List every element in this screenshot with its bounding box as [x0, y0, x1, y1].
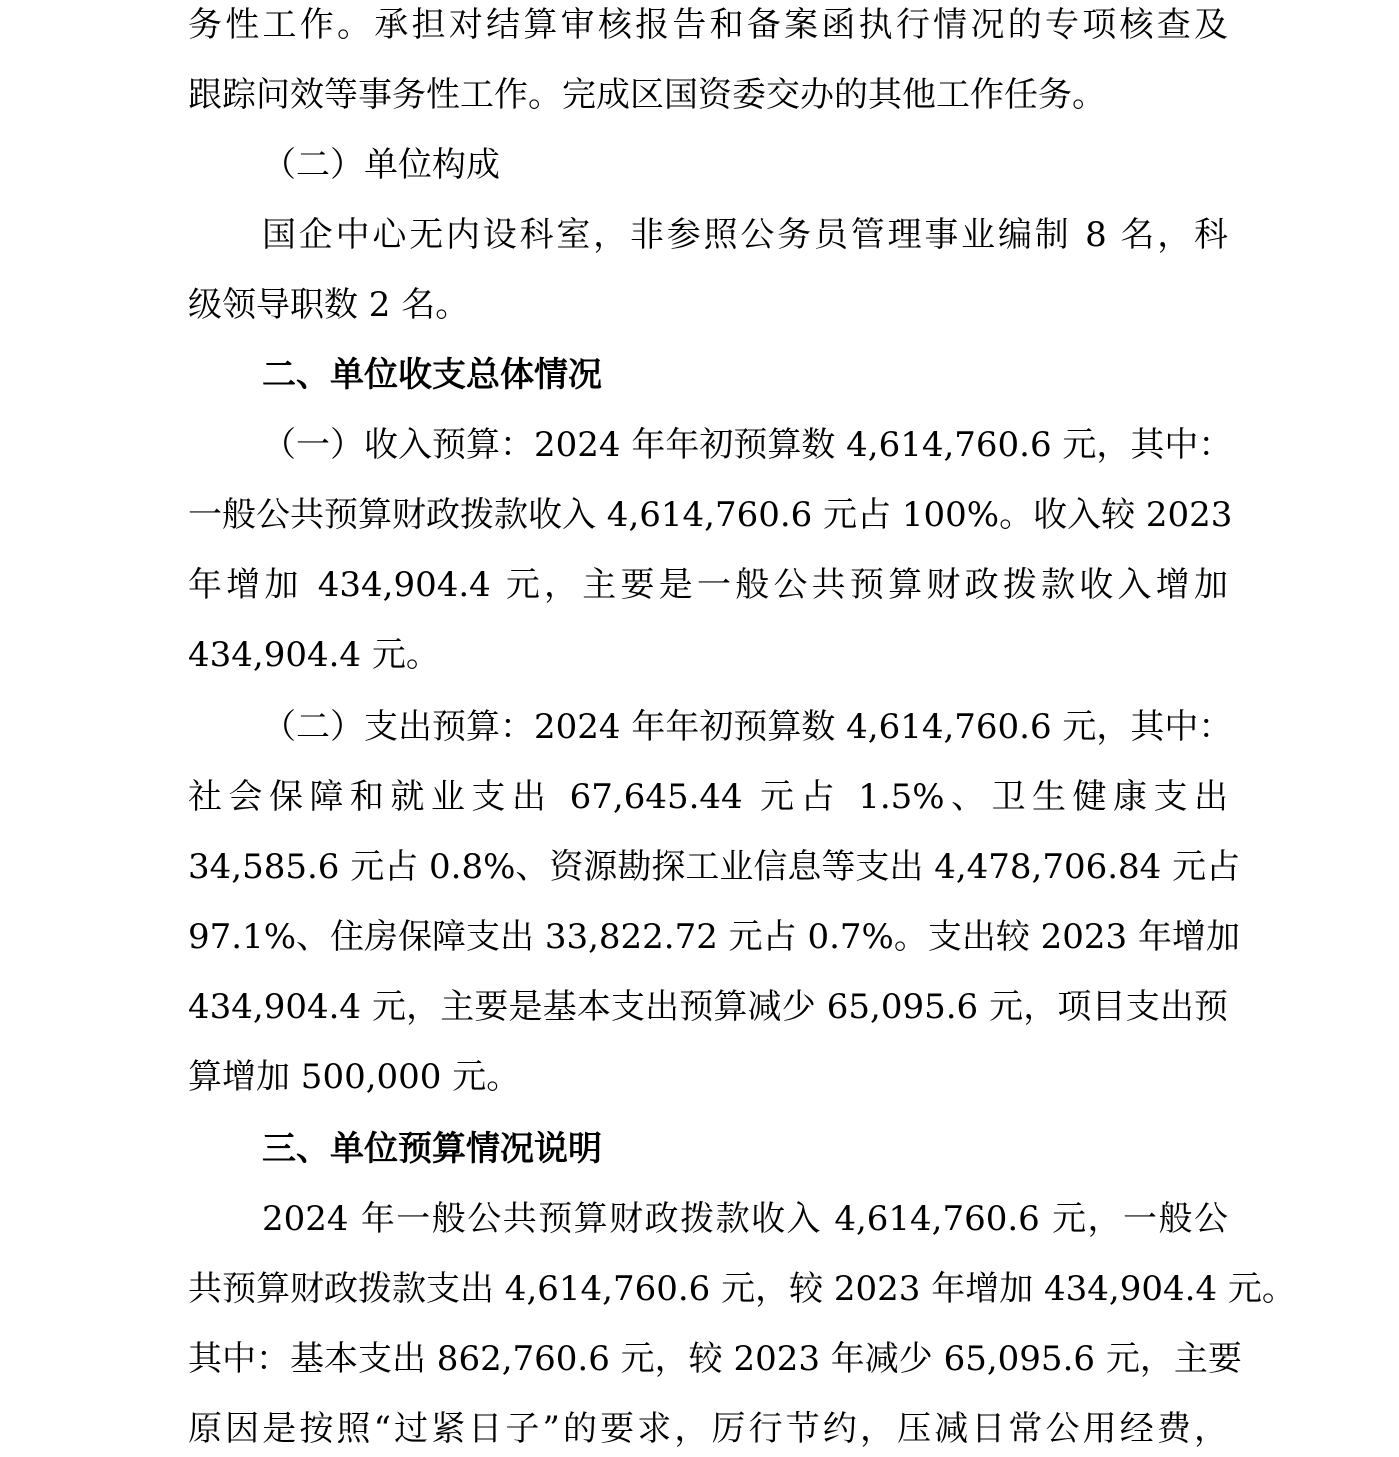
paragraph-line: 434,904.4 元。 [188, 635, 440, 675]
section-heading: 二、单位收支总体情况 [262, 355, 602, 395]
paragraph-line: 年增加 434,904.4 元，主要是一般公共预算财政拨款收入增加 [188, 565, 1228, 605]
paragraph-line: （二）支出预算：2024 年年初预算数 4,614,760.6 元，其中： [262, 707, 1233, 747]
paragraph-line: 务性工作。承担对结算审核报告和备案函执行情况的专项核查及 [188, 5, 1228, 45]
paragraph-line: 社会保障和就业支出 67,645.44 元占 1.5%、卫生健康支出 [188, 777, 1228, 817]
paragraph-line: 算增加 500,000 元。 [188, 1057, 521, 1097]
paragraph-line: 其中：基本支出 862,760.6 元，较 2023 年减少 65,095.6 元，主要 [188, 1339, 1242, 1379]
paragraph-line: 原因是按照“过紧日子”的要求，厉行节约，压减日常公用经费， [188, 1409, 1228, 1449]
paragraph-line: 2024 年一般公共预算财政拨款收入 4,614,760.6 元，一般公 [262, 1199, 1228, 1239]
paragraph-line: 级领导职数 2 名。 [188, 285, 470, 325]
paragraph-line: （一）收入预算：2024 年年初预算数 4,614,760.6 元，其中： [262, 425, 1233, 465]
paragraph-line: 434,904.4 元，主要是基本支出预算减少 65,095.6 元，项目支出预 [188, 987, 1228, 1027]
paragraph-line: 一般公共预算财政拨款收入 4,614,760.6 元占 100%。收入较 2023 [188, 495, 1233, 535]
paragraph-line: 共预算财政拨款支出 4,614,760.6 元，较 2023 年增加 434,904.4 元。 [188, 1269, 1296, 1309]
paragraph-line: 34,585.6 元占 0.8%、资源勘探工业信息等支出 4,478,706.84 元占 [188, 847, 1241, 887]
paragraph-line: 跟踪问效等事务性工作。完成区国资委交办的其他工作任务。 [188, 75, 1106, 115]
document-page [188, 0, 1296, 1457]
paragraph-line: 国企中心无内设科室，非参照公务员管理事业编制 8 名，科 [262, 215, 1228, 255]
section-heading: 三、单位预算情况说明 [262, 1129, 602, 1169]
paragraph-line: 97.1%、住房保障支出 33,822.72 元占 0.7%。支出较 2023 年增加 [188, 917, 1240, 957]
subsection-heading: （二）单位构成 [262, 145, 500, 185]
